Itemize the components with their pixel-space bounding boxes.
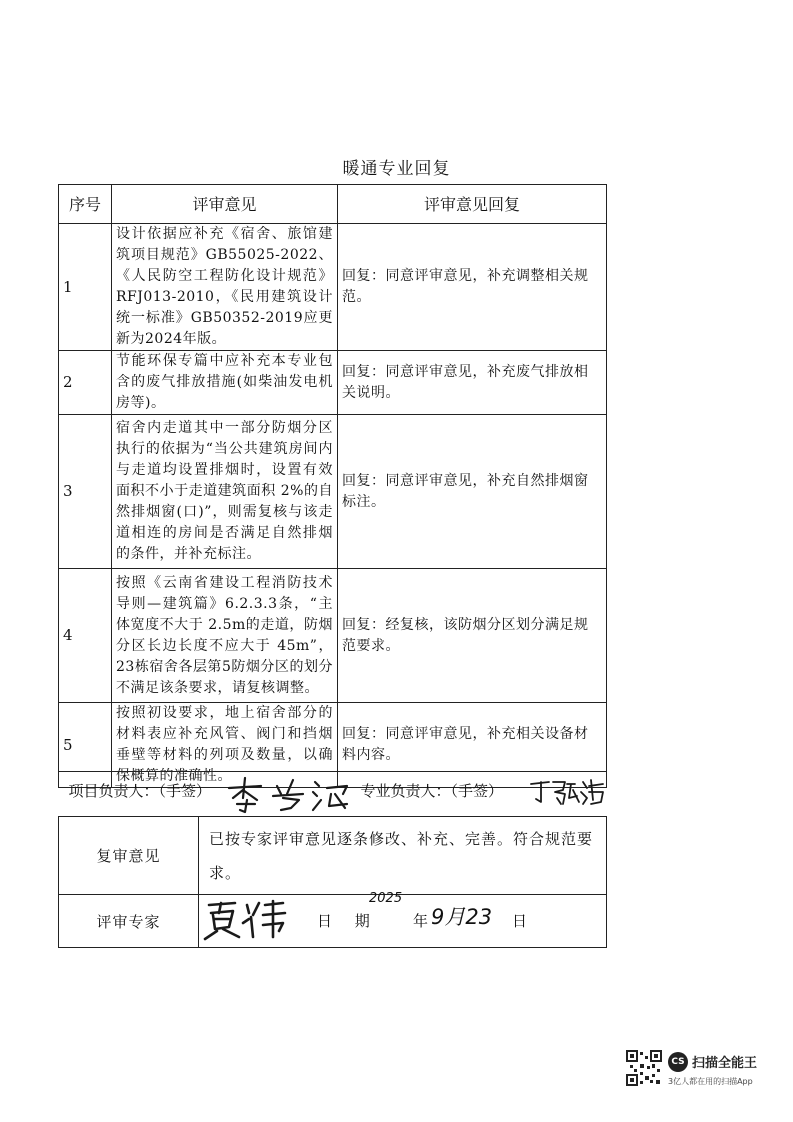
row-reply: 回复：同意评审意见，补充调整相关规范。 xyxy=(338,224,607,351)
recheck-text: 已按专家评审意见逐条修改、补充、完善。符合规范要求。 xyxy=(199,817,607,895)
header-opinion: 评审意见 xyxy=(112,185,338,224)
discipline-lead-label: 专业负责人：（手签） xyxy=(360,782,504,800)
project-lead-signature xyxy=(223,774,355,818)
signature-table xyxy=(58,771,607,948)
brand-name: 扫描全能王 xyxy=(692,1056,758,1071)
discipline-lead-signature xyxy=(527,776,607,814)
cs-logo-icon: CS xyxy=(668,1052,688,1072)
table-header-row xyxy=(59,185,607,224)
recheck-label: 复审意见 xyxy=(59,817,199,895)
row-opinion: 设计依据应补充《宿舍、旅馆建筑项目规范》GB55025-2022、《人民防空工程防化设计规范》RFJ013-2010，《民用建筑设计统一标准》GB50352-2019应更新为2024年版。 xyxy=(112,224,338,351)
table-row xyxy=(59,569,607,703)
header-reply: 评审意见回复 xyxy=(338,185,607,224)
row-reply: 回复：同意评审意见，补充相关设备材料内容。 xyxy=(338,703,607,788)
recheck-row xyxy=(59,817,607,895)
row-number: 3 xyxy=(59,415,112,569)
row-number: 2 xyxy=(59,351,112,415)
expert-signature xyxy=(199,897,289,945)
header-number: 序号 xyxy=(59,185,112,224)
expert-row xyxy=(59,895,607,948)
signature-row xyxy=(59,772,607,817)
signature-cell xyxy=(59,772,607,817)
table-row xyxy=(59,224,607,351)
row-number: 4 xyxy=(59,569,112,703)
project-lead-label: 项目负责人：（手签） xyxy=(68,782,212,800)
scanner-watermark xyxy=(626,1050,766,1092)
date-year-suffix: 年 xyxy=(413,912,429,930)
review-table xyxy=(58,184,607,788)
row-opinion: 按照《云南省建设工程消防技术导则—建筑篇》6.2.3.3条，“主体宽度不大于 2.5m的走道，防烟分区长边长度不应大于 45m”，23栋宿舍各层第5防烟分区的划分不满足该条要求，请复核调整。 xyxy=(112,569,338,703)
table-row xyxy=(59,415,607,569)
expert-label: 评审专家 xyxy=(59,895,199,948)
document-title: 暖通专业回复 xyxy=(342,159,451,179)
row-reply: 回复：同意评审意见，补充自然排烟窗标注。 xyxy=(338,415,607,569)
row-number: 1 xyxy=(59,224,112,351)
row-opinion: 节能环保专篇中应补充本专业包含的废气排放措施(如柴油发电机房等)。 xyxy=(112,351,338,415)
row-reply: 回复：同意评审意见，补充废气排放相关说明。 xyxy=(338,351,607,415)
date-year: 2025 xyxy=(369,891,403,906)
brand-slogan: 3亿人都在用的扫描App xyxy=(668,1077,753,1086)
row-opinion: 按照初设要求，地上宿舍部分的材料表应补充风管、阀门和挡烟垂壁等材料的列项及数量，以确保概算的准确性。 xyxy=(112,703,338,788)
row-reply: 回复：经复核，该防烟分区划分满足规范要求。 xyxy=(338,569,607,703)
qr-code-icon xyxy=(626,1050,662,1086)
date-label: 日 期 xyxy=(317,912,370,930)
date-month-day: 9月23 xyxy=(431,905,493,929)
row-opinion: 宿舍内走道其中一部分防烟分区执行的依据为“当公共建筑房间内与走道均设置排烟时，设置有效面积不小于走道建筑面积 2%的自然排烟窗(口)”，则需复核与该走道相连的房间是否满足自然排烟的条件，并补充标注。 xyxy=(112,415,338,569)
row-number: 5 xyxy=(59,703,112,788)
date-day-suffix: 日 xyxy=(512,912,528,930)
expert-cell xyxy=(199,891,607,948)
table-row xyxy=(59,351,607,415)
